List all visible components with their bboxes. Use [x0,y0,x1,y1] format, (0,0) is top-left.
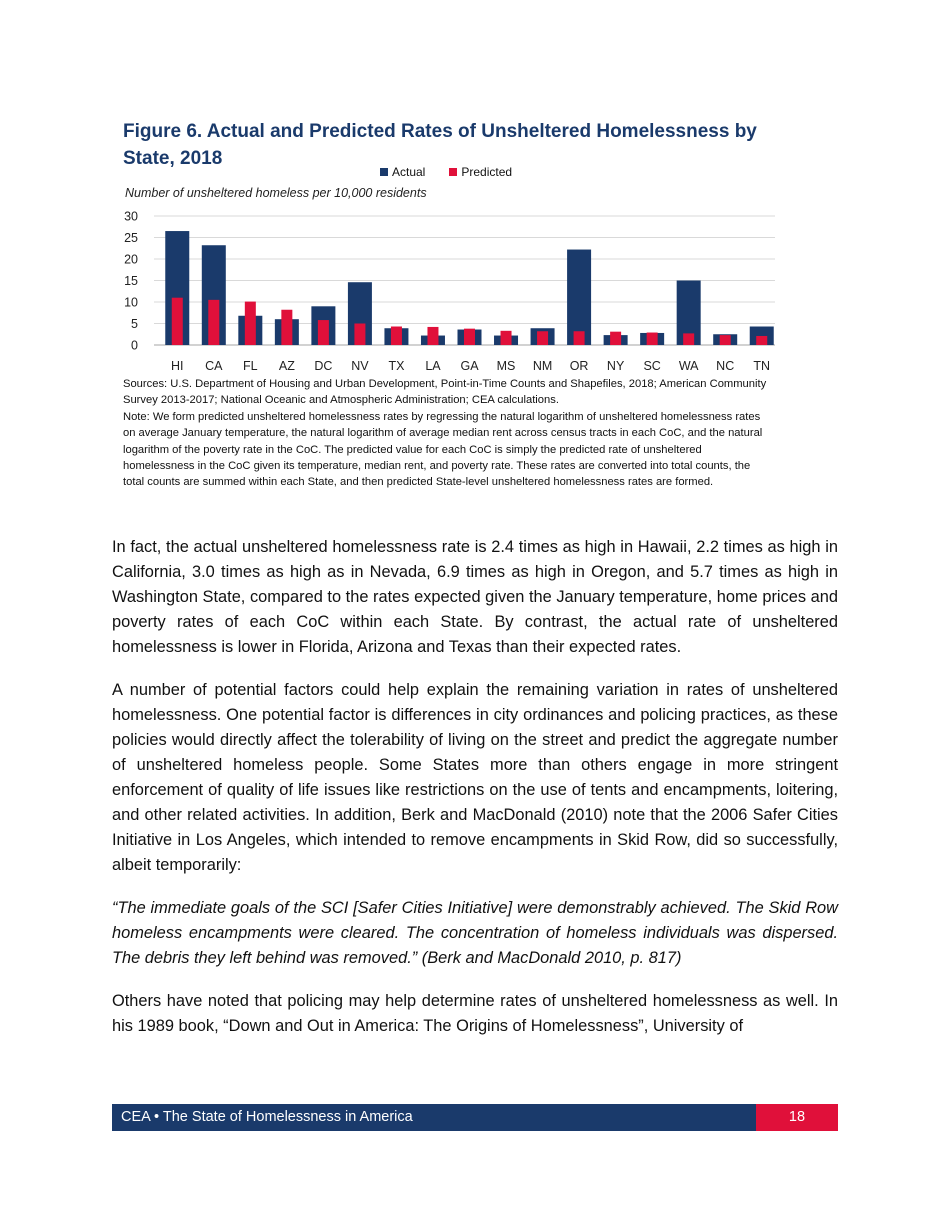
bar-predicted-or [574,331,585,345]
page-number: 18 [756,1104,838,1131]
bar-predicted-nv [354,324,365,346]
sources-note: Note: We form predicted unsheltered homelessness rates by regressing the natural logarithm of unsheltered homelessness rates on average January temperature, the natural logarithm of average median rent across census tracts in each CoC, and the natural logarithm of the poverty rate in the CoC. The predicted value for each CoC is simply the predicted rate of unsheltered homelessness in the CoC given its temperature, median rent, and poverty rate. These rates are converted into total counts, the total counts are summed within each State, and then predicted State-level unsheltered homelessness rates are formed. [123,410,763,489]
y-tick-label: 15 [124,274,138,288]
legend-swatch-actual [380,168,388,176]
bar-predicted-ny [610,332,621,345]
x-tick-label: WA [678,359,699,373]
bar-predicted-tn [756,336,767,345]
x-tick-label: FL [243,359,258,373]
bar-predicted-ms [501,331,512,345]
body-text [112,535,838,1057]
chart-legend [380,165,512,179]
bar-predicted-ga [464,329,475,345]
bar-predicted-tx [391,327,402,345]
figure-sources [123,376,773,491]
sources-line: Sources: U.S. Department of Housing and Urban Development, Point-in-Time Counts and Shapefiles, 2018; American Community Survey 2013-2017; National Oceanic and Atmospheric Administration; CEA calculations. [123,378,767,407]
paragraph: A number of potential factors could help explain the remaining variation in rates of unsheltered homelessness. One potential factor is differences in city ordinances and policing practices, as these policies would directly affect the tolerability of living on the street and predict the aggregate number of unsheltered homeless people. Some States more than others engage in more stringent enforcement of quality of life issues like restrictions on the use of tents and encampments, loitering, and other related activities. In addition, Berk and MacDonald (2010) note that the 2006 Safer Cities Initiative in Los Angeles, which intended to remove encampments in Skid Row, did so successfully, albeit temporarily: [112,681,838,874]
y-tick-label: 30 [124,209,138,224]
y-tick-label: 5 [131,317,138,331]
x-tick-label: CA [205,359,223,373]
legend-swatch-predicted [449,168,457,176]
paragraph: Others have noted that policing may help determine rates of unsheltered homelessness as well. In his 1989 book, “Down and Out in America: The Origins of Homelessness”, University of [112,992,838,1035]
x-tick-label: LA [425,359,441,373]
x-tick-label: NY [606,359,625,373]
y-tick-label: 25 [124,231,138,245]
bar-chart [110,205,790,377]
bar-predicted-ca [208,300,219,345]
legend-label-predicted: Predicted [461,165,513,179]
block-quote: “The immediate goals of the SCI [Safer Cities Initiative] were demonstrably achieved. The Skid Row homeless encampments were cleared. The concentration of homeless individuals was dispersed. The debris they left behind was removed.” (Berk and MacDonald 2010, p. 817) [112,899,838,967]
y-tick-label: 0 [131,338,138,353]
x-tick-label: AZ [278,359,295,373]
x-tick-label: NM [532,359,553,373]
legend-item-predicted [449,165,512,179]
x-tick-label: DC [314,359,333,373]
y-tick-label: 10 [124,295,138,310]
x-tick-label: TX [388,359,405,373]
y-tick-label: 20 [124,252,138,267]
bar-predicted-nm [537,331,548,345]
x-tick-label: HI [171,359,184,373]
x-tick-label: NC [716,359,735,373]
bar-predicted-sc [647,333,658,345]
paragraph: In fact, the actual unsheltered homelessness rate is 2.4 times as high in Hawaii, 2.2 times as high in California, 3.0 times as high as in Nevada, 6.9 times as high in Oregon, and 5.7 times as high in Washington State, compared to the rates expected given the January temperature, home prices and poverty rates of each CoC within each State. By contrast, the actual rate of unsheltered homelessness is lower in Florida, Arizona and Texas than their expected rates. [112,538,838,656]
bar-predicted-fl [245,302,256,345]
x-tick-label: TN [753,359,771,373]
bar-actual-or [567,250,591,345]
legend-item-actual [380,165,425,179]
bar-predicted-la [427,327,438,345]
bar-predicted-az [281,310,292,345]
x-tick-label: GA [460,359,479,373]
x-tick-label: MS [496,359,516,373]
bar-predicted-wa [683,333,694,345]
legend-label-actual: Actual [392,165,426,179]
bar-predicted-nc [720,335,731,345]
page-footer [112,1104,838,1131]
x-tick-label: OR [569,359,589,373]
x-tick-label: SC [643,359,661,373]
bar-predicted-dc [318,320,329,345]
bar-predicted-hi [172,298,183,345]
footer-title: CEA • The State of Homelessness in America [112,1104,756,1131]
chart-y-axis-note: Number of unsheltered homeless per 10,000 residents [125,186,427,200]
figure-title: Figure 6. Actual and Predicted Rates of Unsheltered Homelessness by State, 2018 [123,121,757,169]
x-tick-label: NV [351,359,369,373]
